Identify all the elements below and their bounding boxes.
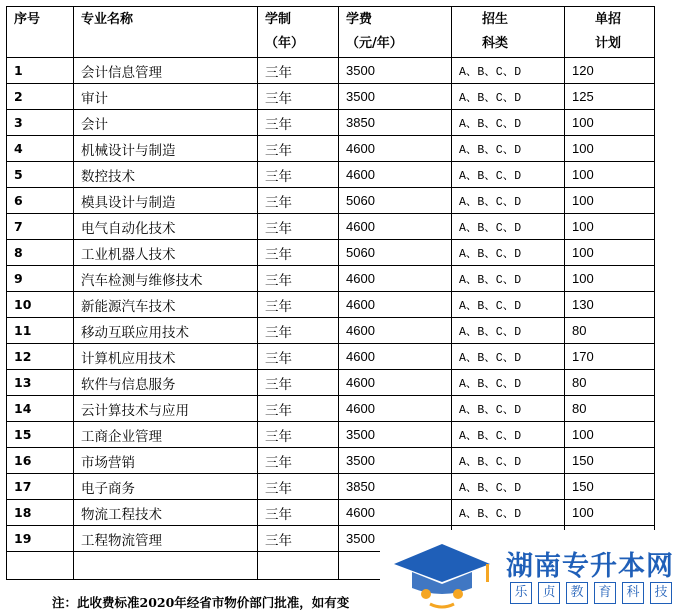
- cell-duration: 三年: [258, 162, 339, 188]
- watermark-sub: [510, 582, 672, 604]
- table-row: [7, 136, 655, 162]
- table-row: [7, 266, 655, 292]
- watermark-brand: 湖南专升本网: [506, 551, 674, 582]
- cell-duration: 三年: [258, 84, 339, 110]
- header-category: 招生 科类: [452, 7, 565, 58]
- cell-num: 13: [7, 370, 74, 396]
- cell-category: A、B、C、D: [452, 188, 565, 214]
- cell-fee: 4600: [339, 136, 452, 162]
- cell-fee: 4600: [339, 214, 452, 240]
- cell-duration: 三年: [258, 188, 339, 214]
- cell-fee: 3500: [339, 58, 452, 84]
- cell-num: 1: [7, 58, 74, 84]
- cell-duration: 三年: [258, 58, 339, 84]
- cell-category: A、B、C、D: [452, 474, 565, 500]
- cell-num: 15: [7, 422, 74, 448]
- footnote: 注：此收费标准2020年经省市物价部门批准，如有变: [52, 595, 350, 610]
- watermark-char: 教: [566, 582, 588, 604]
- cell-fee: 4600: [339, 318, 452, 344]
- cell-name: 计算机应用技术: [74, 344, 258, 370]
- table-row: [7, 500, 655, 526]
- table-row: [7, 422, 655, 448]
- cell-category: A、B、C、D: [452, 422, 565, 448]
- cell-duration: 三年: [258, 266, 339, 292]
- cell-quota: 100: [565, 422, 655, 448]
- cell-quota: 170: [565, 344, 655, 370]
- cell-quota: 100: [565, 266, 655, 292]
- cell-name: 会计: [74, 110, 258, 136]
- table-row: [7, 344, 655, 370]
- cell-num: 10: [7, 292, 74, 318]
- cell-num: 7: [7, 214, 74, 240]
- cell-fee: 4600: [339, 292, 452, 318]
- cell-duration: 三年: [258, 292, 339, 318]
- cell-name: 数控技术: [74, 162, 258, 188]
- cell-name: 工业机器人技术: [74, 240, 258, 266]
- cell-quota: 100: [565, 240, 655, 266]
- table-row: [7, 58, 655, 84]
- cell-num: 17: [7, 474, 74, 500]
- cell-quota: 150: [565, 474, 655, 500]
- cell-category: A、B、C、D: [452, 110, 565, 136]
- cell-duration: 三年: [258, 396, 339, 422]
- watermark-char: 科: [622, 582, 644, 604]
- cell-num: 14: [7, 396, 74, 422]
- cell-fee: 3500: [339, 526, 452, 552]
- table-row: [7, 188, 655, 214]
- cell-fee: 3500: [339, 422, 452, 448]
- table-row: [7, 84, 655, 110]
- cell-category: A、B、C、D: [452, 396, 565, 422]
- cell-category: A、B、C、D: [452, 162, 565, 188]
- cell-num: 9: [7, 266, 74, 292]
- cell-num: 3: [7, 110, 74, 136]
- cell-category: A、B、C、D: [452, 292, 565, 318]
- cell-fee: 3850: [339, 474, 452, 500]
- header-name: 专业名称: [74, 7, 258, 58]
- cell-name: 会计信息管理: [74, 58, 258, 84]
- table-row: [7, 110, 655, 136]
- fee-table: [6, 6, 655, 580]
- header-duration: 学制 （年）: [258, 7, 339, 58]
- watermark-logo: [380, 530, 689, 613]
- cell-fee: 5060: [339, 188, 452, 214]
- cell-name: 市场营销: [74, 448, 258, 474]
- cell-duration: 三年: [258, 448, 339, 474]
- table-row: [7, 214, 655, 240]
- cell-category: A、B、C、D: [452, 84, 565, 110]
- table-header-row: [7, 7, 655, 58]
- cell-name: 模具设计与制造: [74, 188, 258, 214]
- table-row: [7, 448, 655, 474]
- cell-num: 16: [7, 448, 74, 474]
- cell-category: A、B、C、D: [452, 370, 565, 396]
- empty-cell: [74, 552, 258, 580]
- table-row: [7, 240, 655, 266]
- cell-category: A、B、C、D: [452, 344, 565, 370]
- cell-name: 移动互联应用技术: [74, 318, 258, 344]
- cell-name: 工程物流管理: [74, 526, 258, 552]
- watermark-char: 贞: [538, 582, 560, 604]
- table-row: [7, 162, 655, 188]
- cell-category: A、B、C、D: [452, 136, 565, 162]
- cell-duration: 三年: [258, 370, 339, 396]
- cell-fee: 4600: [339, 500, 452, 526]
- cell-fee: 3500: [339, 448, 452, 474]
- cell-name: 新能源汽车技术: [74, 292, 258, 318]
- cell-category: A、B、C、D: [452, 58, 565, 84]
- cell-duration: 三年: [258, 110, 339, 136]
- cell-duration: 三年: [258, 214, 339, 240]
- cell-num: 5: [7, 162, 74, 188]
- cell-category: A、B、C、D: [452, 266, 565, 292]
- cell-duration: 三年: [258, 136, 339, 162]
- cell-category: A、B、C、D: [452, 214, 565, 240]
- cell-fee: 4600: [339, 396, 452, 422]
- cell-quota: 100: [565, 500, 655, 526]
- cell-fee: 3850: [339, 110, 452, 136]
- cell-quota: 100: [565, 110, 655, 136]
- cell-category: A、B、C、D: [452, 318, 565, 344]
- cell-duration: 三年: [258, 500, 339, 526]
- cell-quota: 100: [565, 188, 655, 214]
- cell-num: 4: [7, 136, 74, 162]
- header-quota: 单招 计划: [565, 7, 655, 58]
- cell-name: 软件与信息服务: [74, 370, 258, 396]
- cell-num: 19: [7, 526, 74, 552]
- cell-name: 云计算技术与应用: [74, 396, 258, 422]
- cell-name: 电子商务: [74, 474, 258, 500]
- cell-num: 12: [7, 344, 74, 370]
- cell-duration: 三年: [258, 240, 339, 266]
- table-row: [7, 318, 655, 344]
- cell-quota: 150: [565, 448, 655, 474]
- cell-num: 6: [7, 188, 74, 214]
- watermark-char: 技: [650, 582, 672, 604]
- cell-fee: 4600: [339, 344, 452, 370]
- watermark-char: 育: [594, 582, 616, 604]
- table-row: [7, 474, 655, 500]
- cell-fee: 3500: [339, 84, 452, 110]
- cell-quota: 80: [565, 318, 655, 344]
- graduation-cap-icon: [386, 538, 498, 610]
- cell-name: 汽车检测与维修技术: [74, 266, 258, 292]
- empty-cell: [258, 552, 339, 580]
- header-fee: 学费 （元/年）: [339, 7, 452, 58]
- cell-name: 审计: [74, 84, 258, 110]
- cell-name: 物流工程技术: [74, 500, 258, 526]
- cell-duration: 三年: [258, 474, 339, 500]
- cell-duration: 三年: [258, 344, 339, 370]
- cell-name: 机械设计与制造: [74, 136, 258, 162]
- header-num: 序号: [7, 7, 74, 58]
- cell-quota: 100: [565, 136, 655, 162]
- cell-fee: 4600: [339, 162, 452, 188]
- cell-name: 电气自动化技术: [74, 214, 258, 240]
- cell-quota: 130: [565, 292, 655, 318]
- table-row: [7, 396, 655, 422]
- cell-fee: 5060: [339, 240, 452, 266]
- cell-num: 11: [7, 318, 74, 344]
- cell-quota: 100: [565, 162, 655, 188]
- cell-num: 18: [7, 500, 74, 526]
- watermark-char: 乐: [510, 582, 532, 604]
- table-row: [7, 370, 655, 396]
- cell-name: 工商企业管理: [74, 422, 258, 448]
- cell-category: A、B、C、D: [452, 240, 565, 266]
- cell-num: 8: [7, 240, 74, 266]
- cell-quota: 100: [565, 214, 655, 240]
- cell-duration: 三年: [258, 526, 339, 552]
- cell-duration: 三年: [258, 318, 339, 344]
- cell-num: 2: [7, 84, 74, 110]
- cell-quota: 125: [565, 84, 655, 110]
- cell-fee: 4600: [339, 370, 452, 396]
- empty-cell: [7, 552, 74, 580]
- cell-category: A、B、C、D: [452, 500, 565, 526]
- table-row: [7, 292, 655, 318]
- cell-quota: 120: [565, 58, 655, 84]
- cell-quota: 80: [565, 370, 655, 396]
- cell-category: A、B、C、D: [452, 448, 565, 474]
- cell-quota: 80: [565, 396, 655, 422]
- cell-duration: 三年: [258, 422, 339, 448]
- cell-fee: 4600: [339, 266, 452, 292]
